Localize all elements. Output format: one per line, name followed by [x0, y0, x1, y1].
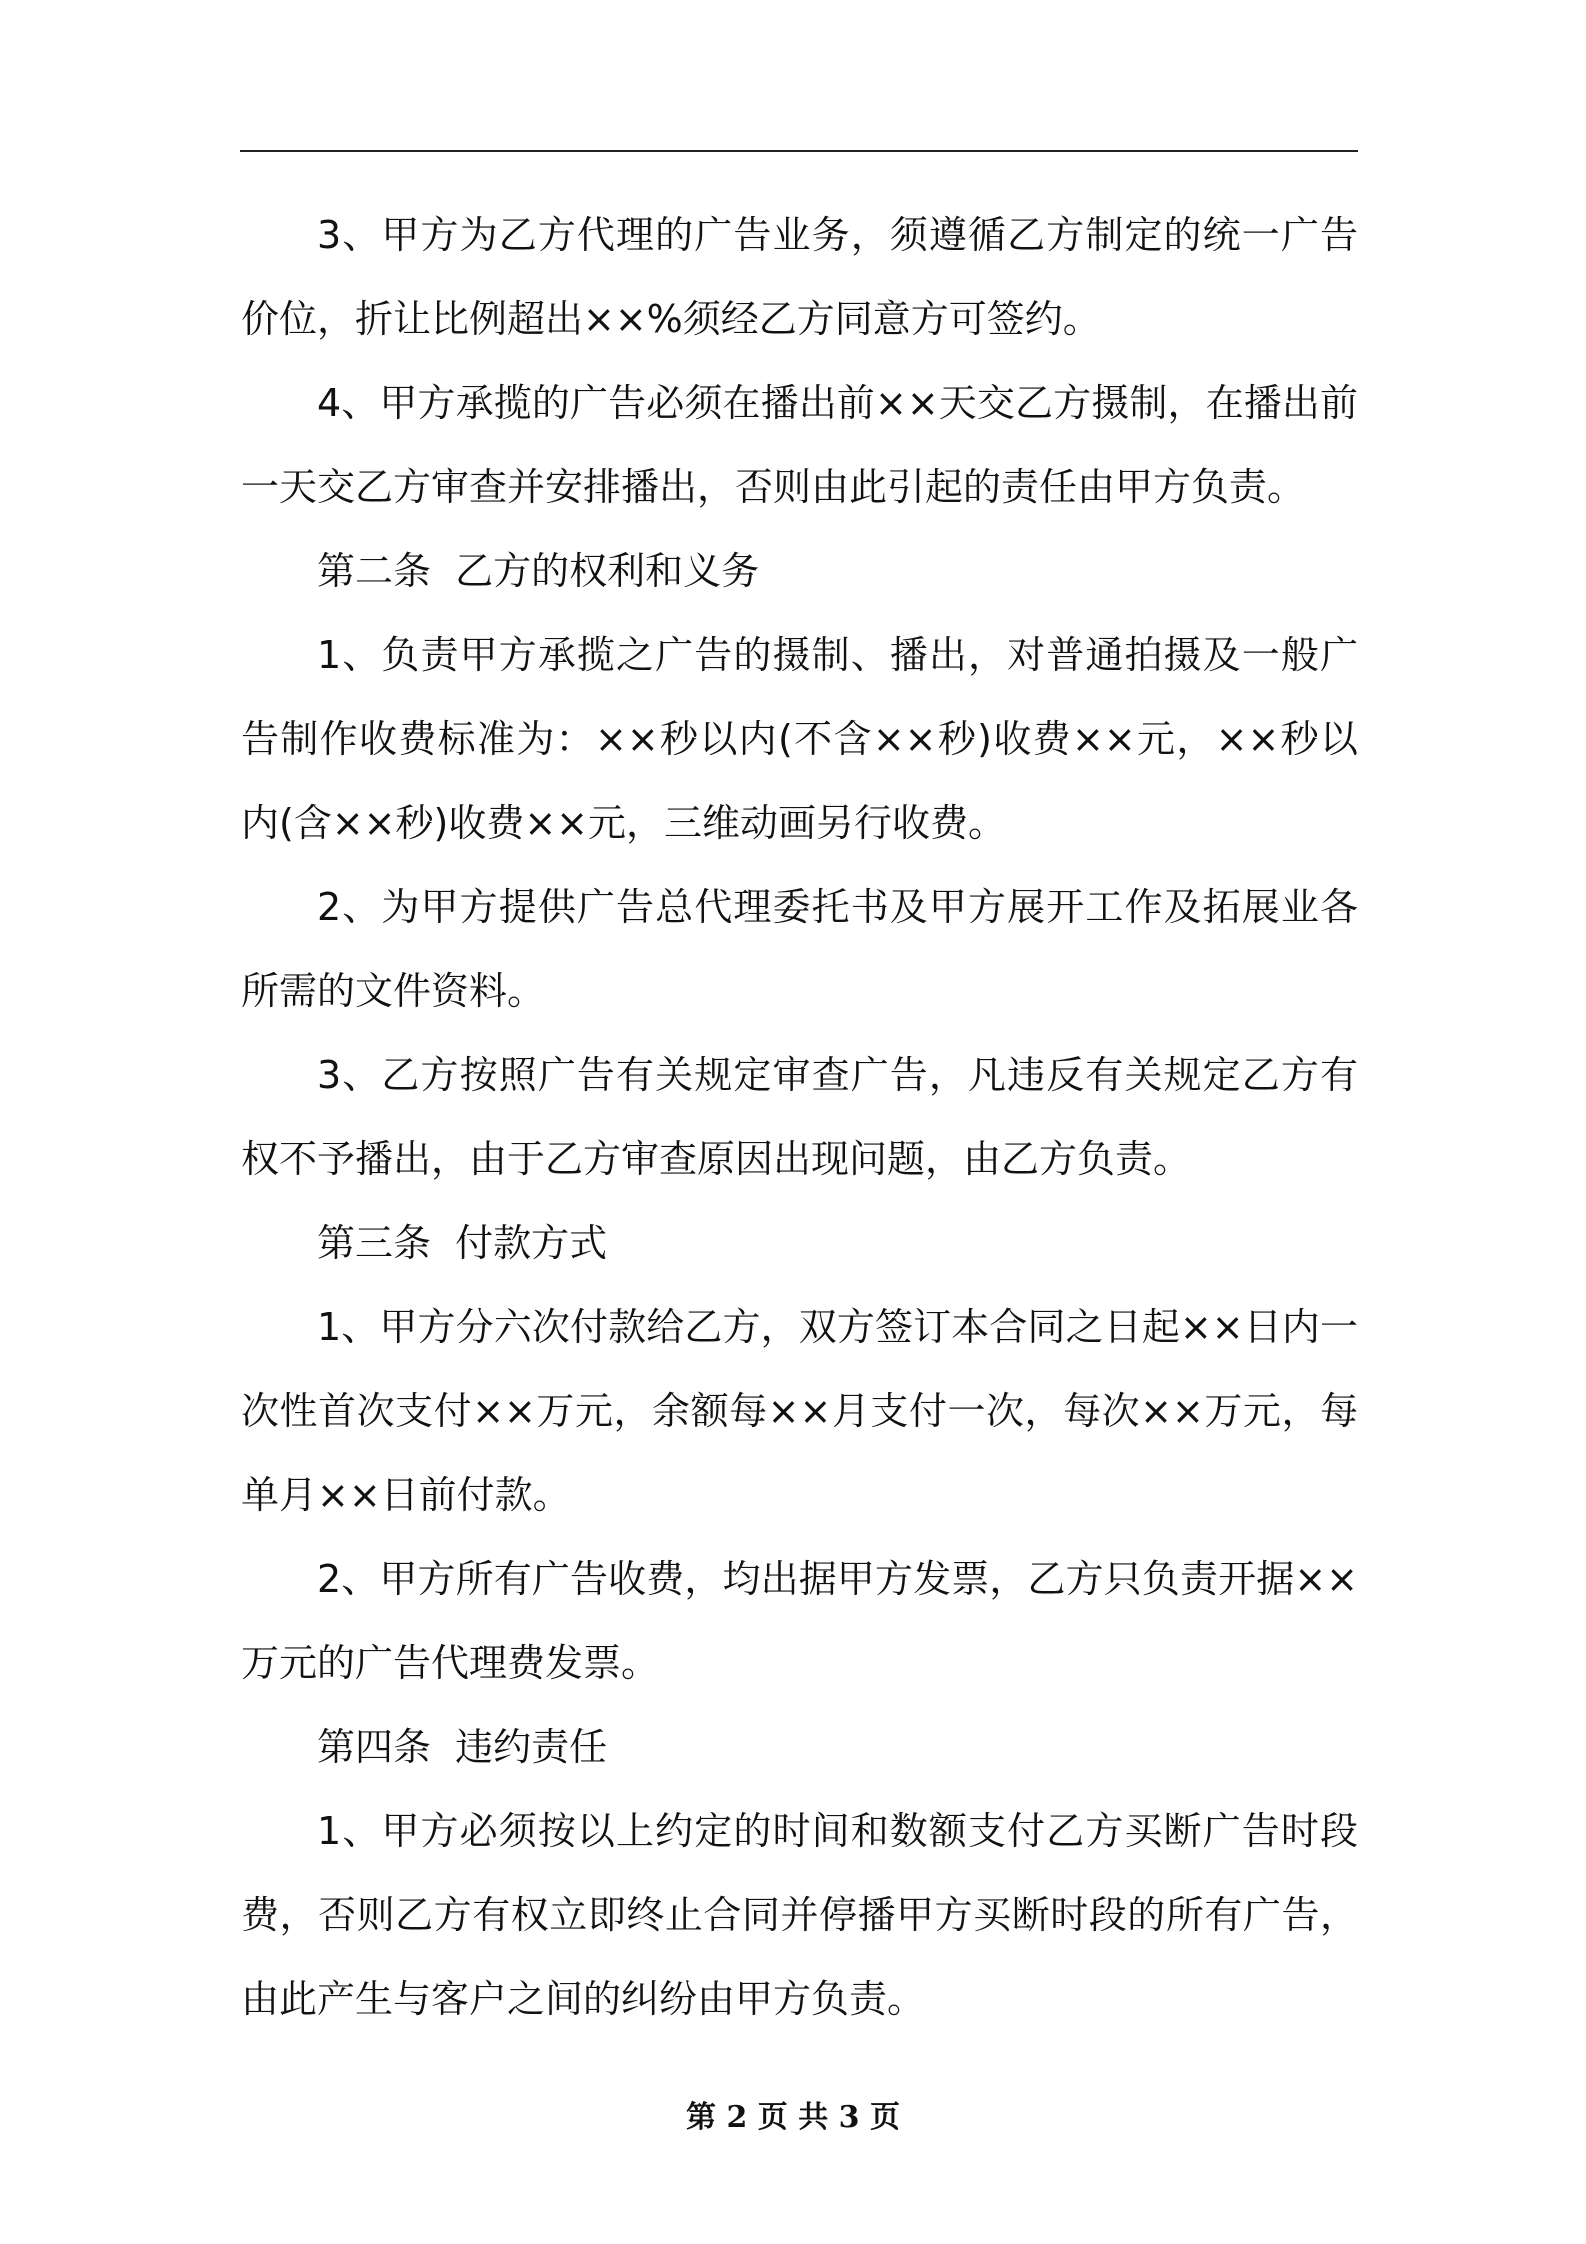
- header-rule: [240, 150, 1358, 152]
- clause-paragraph: 1、甲方必须按以上约定的时间和数额支付乙方买断广告时段费，否则乙方有权立即终止合同并停播甲方买断时段的所有广告，由此产生与客户之间的纠纷由甲方负责。: [241, 1809, 1358, 2021]
- clause-paragraph: 2、为甲方提供广告总代理委托书及甲方展开工作及拓展业各所需的文件资料。: [241, 885, 1358, 1013]
- article-heading: 第二条 乙方的权利和义务: [317, 549, 760, 593]
- page-number-footer: 第 2 页 共 3 页: [686, 2100, 900, 2135]
- clause-paragraph: 2、甲方所有广告收费，均出据甲方发票，乙方只负责开据××万元的广告代理费发票。: [241, 1557, 1358, 1685]
- clause-paragraph: 3、甲方为乙方代理的广告业务，须遵循乙方制定的统一广告价位，折让比例超出××%须经乙方同意方可签约。: [241, 213, 1358, 341]
- clause-paragraph: 1、甲方分六次付款给乙方，双方签订本合同之日起××日内一次性首次支付××万元，余额每××月支付一次，每次××万元，每单月××日前付款。: [241, 1305, 1358, 1517]
- clause-paragraph: 3、乙方按照广告有关规定审查广告，凡违反有关规定乙方有权不予播出，由于乙方审查原因出现问题，由乙方负责。: [241, 1053, 1358, 1181]
- document-body: [241, 193, 1358, 2041]
- article-heading: 第三条 付款方式: [317, 1221, 608, 1265]
- article-heading: 第四条 违约责任: [317, 1725, 608, 1769]
- clause-paragraph: 1、负责甲方承揽之广告的摄制、播出，对普通拍摄及一般广告制作收费标准为：××秒以内(不含××秒)收费××元，××秒以内(含××秒)收费××元，三维动画另行收费。: [241, 633, 1358, 845]
- clause-paragraph: 4、甲方承揽的广告必须在播出前××天交乙方摄制，在播出前一天交乙方审查并安排播出，否则由此引起的责任由甲方负责。: [241, 381, 1358, 509]
